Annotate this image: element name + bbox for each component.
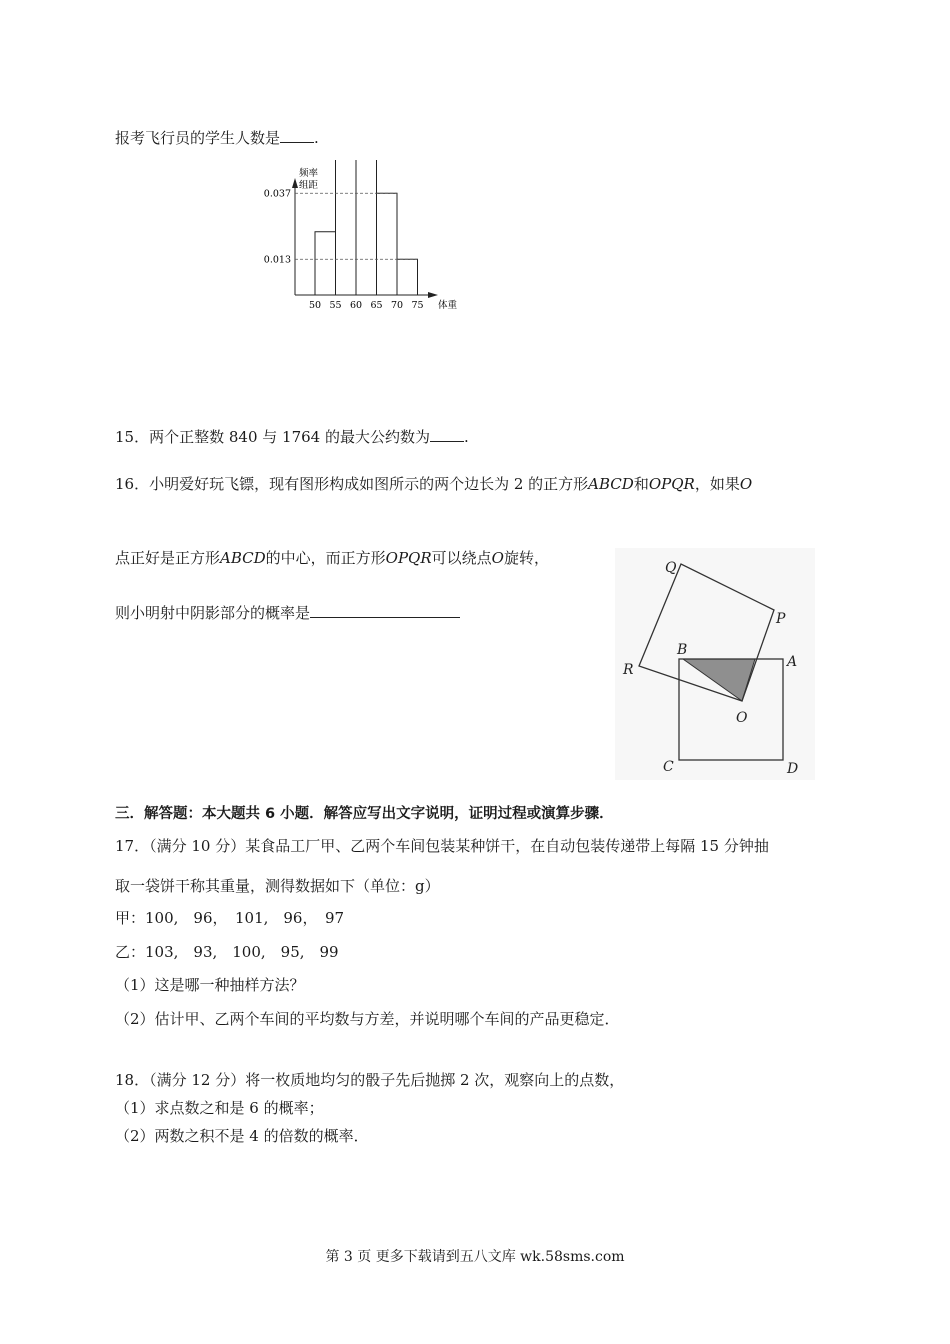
label-b: B (677, 642, 688, 658)
x-axis-arrow (428, 292, 438, 298)
x-tick-label: 75 (411, 300, 424, 311)
x-tick-label: 70 (390, 300, 404, 311)
q18-line1: 18．（满分 12 分）将一枚质地均匀的骰子先后抛掷 2 次，观察向上的点数， (115, 1071, 625, 1089)
q16-and: 和 (633, 475, 649, 493)
histogram-bar (356, 160, 377, 295)
y-label-top: 频率 (299, 168, 319, 179)
x-tick-label: 55 (329, 300, 342, 311)
q14-line (115, 128, 319, 148)
math-opqr-2: OPQR (385, 549, 432, 567)
q16-line3 (115, 603, 460, 623)
label-r: R (623, 662, 634, 678)
math-abcd: ABCD (588, 475, 634, 493)
label-c: C (663, 759, 674, 775)
q16-text-f: 旋转， (503, 549, 549, 567)
squares-figure (615, 548, 815, 780)
q17-sub2: （2）估计甲、乙两个车间的平均数与方差，并说明哪个车间的产品更稳定． (115, 1010, 620, 1028)
x-label: 体重 (438, 300, 458, 311)
math-opqr: OPQR (648, 475, 695, 493)
q17-sub1: （1）这是哪一种抽样方法？ (115, 976, 305, 994)
q15-line (115, 427, 469, 447)
y-axis-arrow (292, 178, 298, 188)
q14-answer-blank[interactable] (280, 128, 314, 143)
q18-sub1: （1）求点数之和是 6 的概率； (115, 1099, 324, 1117)
q16-text-e: 可以绕点 (431, 549, 492, 567)
label-p: P (776, 611, 786, 627)
label-d: D (787, 761, 799, 777)
y-tick-label: 0.013 (263, 254, 291, 266)
q17-yi-data: 乙：103, 93, 100, 95, 99 (115, 943, 339, 961)
q14-end: . (314, 129, 319, 147)
q17-line1: 17．（满分 10 分）某食品工厂甲、乙两个车间包装某种饼干，在自动包装传递带上每隔 15 分钟抽 (115, 837, 769, 855)
histogram-bar (336, 160, 357, 295)
q15-text: 15．两个正整数 840 与 1764 的最大公约数为 (115, 428, 430, 446)
x-tick-label: 60 (349, 300, 363, 311)
q17-line2: 取一袋饼干称其重量，测得数据如下（单位：g） (115, 877, 440, 895)
q15-answer-blank[interactable] (430, 427, 464, 442)
histogram-bar (397, 259, 418, 295)
q14-text: 报考飞行员的学生人数是 (115, 129, 281, 147)
q18-sub2: （2）两数之积不是 4 的倍数的概率． (115, 1127, 369, 1145)
label-a: A (787, 654, 798, 670)
x-tick-label: 50 (308, 300, 322, 311)
math-o: O (739, 475, 753, 493)
q17-jia-data: 甲：100, 96， 101, 96， 97 (115, 909, 345, 927)
q16-text-g: 则小明射中阴影部分的概率是 (115, 604, 311, 622)
label-o: O (736, 710, 748, 726)
q16-text-c: 点正好是正方形 (115, 549, 221, 567)
page-footer: 第 3 页 更多下载请到五八文库 wk.58sms.com (325, 1249, 625, 1265)
section3-title: 三．解答题：本大题共 6 小题．解答应写出文字说明，证明过程或演算步骤． (115, 806, 614, 822)
histogram-bar (377, 193, 398, 295)
q15-end: . (463, 428, 469, 446)
math-abcd-2: ABCD (220, 549, 266, 567)
math-o-2: O (491, 549, 504, 567)
y-tick-label: 0.037 (263, 188, 291, 200)
x-tick-label: 65 (370, 300, 383, 311)
q16-text-b: ，如果 (694, 475, 740, 493)
histogram-chart (255, 160, 485, 320)
y-label-bottom: 组距 (299, 180, 319, 191)
q16-line2 (115, 548, 549, 568)
label-q: Q (665, 560, 677, 576)
q16-text-d: 的中心，而正方形 (265, 549, 386, 567)
q16-line1 (115, 474, 752, 494)
histogram-bar (315, 232, 336, 295)
q16-answer-blank[interactable] (310, 603, 460, 618)
q16-text-a: 16．小明爱好玩飞镖，现有图形构成如图所示的两个边长为 2 的正方形 (115, 475, 589, 493)
